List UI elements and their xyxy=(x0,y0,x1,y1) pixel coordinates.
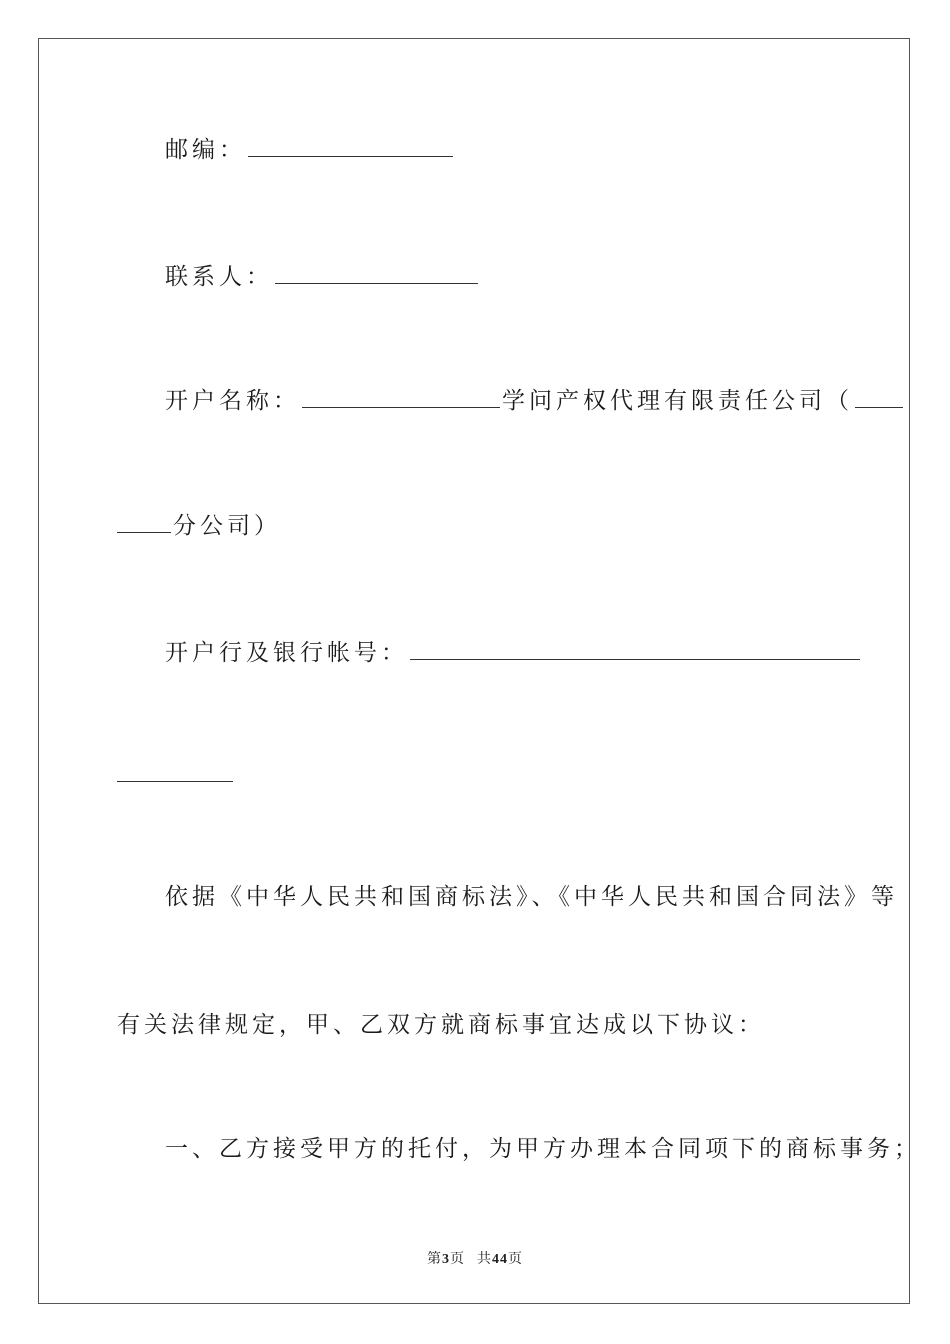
bank-line xyxy=(165,638,862,668)
postcode-line xyxy=(165,135,455,165)
account-name-blank xyxy=(302,387,500,408)
page-border xyxy=(38,38,910,1304)
bank-continuation xyxy=(117,760,235,790)
contact-label: 联系人： xyxy=(165,264,273,290)
page-suffix: 页 xyxy=(450,1252,465,1267)
page-number: 3 xyxy=(442,1252,450,1267)
contact-blank xyxy=(275,263,478,284)
clause-one: 一、乙方接受甲方的托付，为甲方办理本合同项下的商标事务； xyxy=(165,1136,921,1162)
total-pages: 44 xyxy=(492,1252,508,1267)
basis-paragraph-line2: 有关法律规定，甲、乙双方就商标事宜达成以下协议： xyxy=(117,1012,765,1038)
basis-paragraph-line1: 依据《中华人民共和国商标法》、《中华人民共和国合同法》等 xyxy=(165,884,898,910)
bank-blank-continued xyxy=(117,761,233,782)
account-name-line xyxy=(165,386,905,416)
page-prefix: 第 xyxy=(427,1252,442,1267)
account-name-branch: 分公司） xyxy=(173,513,281,539)
total-suffix: 页 xyxy=(508,1252,523,1267)
branch-blank-start xyxy=(855,387,903,408)
account-name-company: 学问产权代理有限责任公司（ xyxy=(502,388,853,414)
total-prefix: 共 xyxy=(477,1252,492,1267)
contact-line xyxy=(165,262,480,292)
account-name-continuation xyxy=(117,511,281,541)
account-name-label: 开户名称： xyxy=(165,388,300,414)
bank-blank xyxy=(410,639,860,660)
page-footer xyxy=(0,1248,950,1268)
bank-label: 开户行及银行帐号： xyxy=(165,640,408,666)
postcode-blank xyxy=(248,136,453,157)
postcode-label: 邮编： xyxy=(165,137,246,163)
branch-blank-end xyxy=(117,512,171,533)
